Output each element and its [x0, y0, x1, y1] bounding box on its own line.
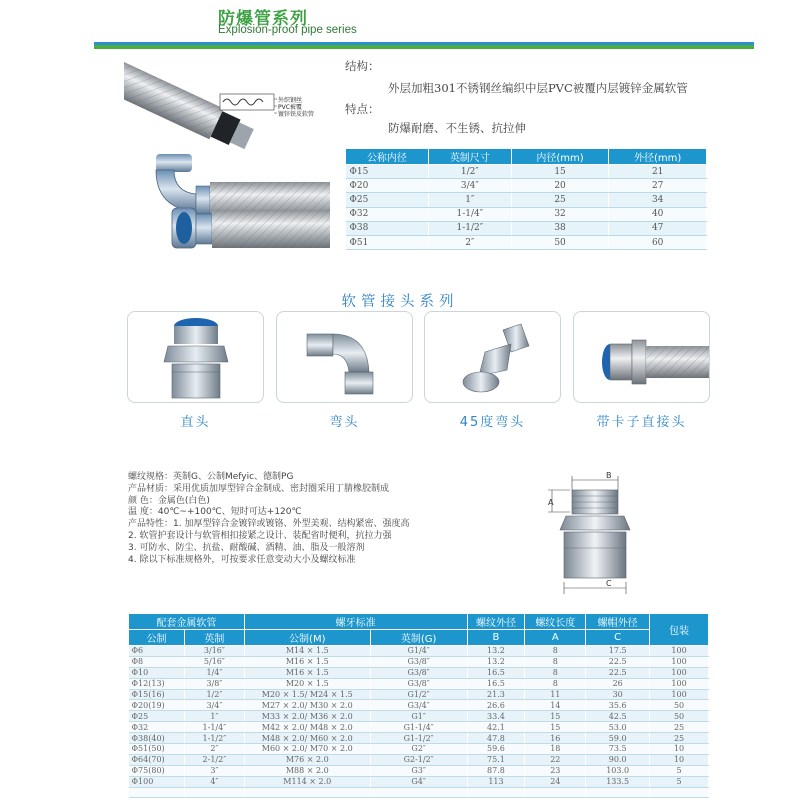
table-cell: 40 — [609, 207, 707, 221]
table-cell: 59.0 — [586, 733, 650, 744]
table-cell: 3/16″ — [184, 646, 244, 657]
table-cell: 38 — [511, 221, 609, 235]
table-cell: 22 — [525, 754, 586, 765]
table-cell: 23 — [525, 765, 586, 776]
table-cell: M16 × 1.5 — [244, 667, 370, 678]
table-cell: G1/4″ — [370, 646, 467, 657]
pipe-spec-table — [345, 148, 707, 250]
table-cell: M14 × 1.5 — [244, 646, 370, 657]
table-cell: 100 — [650, 667, 709, 678]
table-row — [129, 765, 709, 776]
table-cell: 1-1/4″ — [184, 722, 244, 733]
table-cell: 10 — [650, 744, 709, 755]
product-info-line: 温 度：40℃~+100℃、短时可达+120℃ — [128, 507, 302, 518]
table-cell: Φ32 — [129, 722, 185, 733]
table-cell: Φ8 — [129, 656, 185, 667]
table-cell: 113 — [467, 776, 525, 787]
table-row — [129, 678, 709, 689]
table-cell: 42.5 — [586, 711, 650, 722]
table-cell: 3/8″ — [184, 678, 244, 689]
layer-label-braid: 外织钢丝 — [278, 97, 303, 104]
table-row — [129, 656, 709, 667]
table-cell: 53.0 — [586, 722, 650, 733]
table-cell: G3/8″ — [370, 678, 467, 689]
table-row — [129, 700, 709, 711]
table-cell: 60 — [609, 235, 707, 249]
table-cell: 1″ — [184, 711, 244, 722]
table-cell: G1-1/2″ — [370, 733, 467, 744]
table-row — [129, 711, 709, 722]
table-cell: Φ64(70) — [129, 754, 185, 765]
table-cell: 35.6 — [586, 700, 650, 711]
table-cell: 50 — [650, 711, 709, 722]
table-cell — [586, 787, 650, 798]
col-header-imperial-g: 英制(G) — [370, 630, 467, 646]
fitting-label-clamp-straight: 带卡子直接头 — [596, 415, 687, 430]
col-header-imperial: 英制 — [184, 630, 244, 646]
fitting-spec-table — [128, 613, 709, 798]
table-cell: 2″ — [184, 744, 244, 755]
table-row — [129, 776, 709, 787]
table-cell: M48 × 2.0/ M60 × 2.0 — [244, 733, 370, 744]
table-cell: G3/8″ — [370, 667, 467, 678]
table-cell: 17.5 — [586, 646, 650, 657]
dimension-label-b: B — [606, 471, 612, 480]
table-cell: 1-1/4″ — [428, 207, 511, 221]
table-cell: 1/2″ — [184, 689, 244, 700]
product-info-line: 产品材质：采用优质加厚型锌合金制成、密封圈采用丁腈橡胶制成 — [128, 483, 390, 494]
table-cell — [244, 787, 370, 798]
table-cell: 13.2 — [467, 646, 525, 657]
table-cell: 18 — [525, 744, 586, 755]
fitting-photo-clamp-straight — [573, 311, 710, 403]
table-cell — [467, 787, 525, 798]
table-cell: 1-1/2″ — [428, 221, 511, 235]
product-info-line: 3. 可防水、防尘、抗盐、耐酸碱、酒精、油、脂及一般溶剂 — [128, 542, 365, 553]
table-cell: 26.6 — [467, 700, 525, 711]
table-cell: Φ10 — [129, 667, 185, 678]
table-cell: 26 — [586, 678, 650, 689]
table-cell: 10 — [650, 754, 709, 765]
dimension-label-c: C — [606, 579, 612, 588]
product-info-line: 2. 软管护套设计与软管相扣接紧之设计、装配省时便利，抗拉力强 — [128, 530, 392, 541]
features-text: 防爆耐磨、不生锈、抗拉伸 — [388, 121, 526, 135]
table-row — [129, 722, 709, 733]
table-cell: 21.3 — [467, 689, 525, 700]
table-cell: M88 × 2.0 — [244, 765, 370, 776]
table-cell: G3/8″ — [370, 656, 467, 667]
table-row — [129, 787, 709, 798]
table-cell: 34 — [609, 193, 707, 207]
table-cell: G2″ — [370, 744, 467, 755]
table-cell: 3/4″ — [428, 179, 511, 193]
col-header-nut-od: 螺帽外径 — [586, 614, 650, 630]
product-info-line: 产品特性：1. 加厚型锌合金镀锌或镀铬、外型美观、结构紧密、强度高 — [128, 519, 410, 530]
table-cell: Φ38(40) — [129, 733, 185, 744]
table-cell: 22.5 — [586, 667, 650, 678]
table-cell: Φ38 — [346, 221, 429, 235]
table-cell: 50 — [650, 700, 709, 711]
table-cell: G3″ — [370, 765, 467, 776]
layer-label-pvc: PVC被覆 — [278, 104, 302, 111]
table-cell: 5 — [650, 776, 709, 787]
table-cell: Φ32 — [346, 207, 429, 221]
dimension-label-a: A — [548, 498, 554, 507]
table-cell — [370, 787, 467, 798]
table-cell: 27 — [609, 179, 707, 193]
table-row — [346, 165, 707, 179]
table-cell: 50 — [511, 235, 609, 249]
table-cell: 15 — [511, 165, 609, 179]
table-cell: 20 — [511, 179, 609, 193]
table-row — [346, 235, 707, 249]
table-cell: Φ15(16) — [129, 689, 185, 700]
table-cell: 2″ — [428, 235, 511, 249]
table-cell: 8 — [525, 678, 586, 689]
table-row — [129, 689, 709, 700]
table-cell: Φ51 — [346, 235, 429, 249]
table-cell: M42 × 2.0/ M48 × 2.0 — [244, 722, 370, 733]
table-cell: M20 × 1.5/ M24 × 1.5 — [244, 689, 370, 700]
layer-label-inner: 镀锌铁皮软管 — [278, 111, 315, 118]
table-cell: 15 — [525, 711, 586, 722]
table-cell: G1-1/4″ — [370, 722, 467, 733]
table-cell: 16.5 — [467, 678, 525, 689]
table-cell: 30 — [586, 689, 650, 700]
table-cell: 5/16″ — [184, 656, 244, 667]
table-cell: 100 — [650, 656, 709, 667]
table-cell: 8 — [525, 656, 586, 667]
table-row — [129, 646, 709, 657]
table-cell: 59.6 — [467, 744, 525, 755]
table-cell: 13.2 — [467, 656, 525, 667]
table-cell: 25 — [511, 193, 609, 207]
col-header-thread-standard: 螺牙标准 — [244, 614, 467, 630]
spec-header-outer: 外径(mm) — [609, 149, 707, 165]
product-info-line: 4. 除以下标准规格外，可按要求任意变动大小及螺纹标准 — [128, 554, 356, 565]
product-info-block — [128, 472, 409, 566]
table-cell: G4″ — [370, 776, 467, 787]
table-cell: G1″ — [370, 711, 467, 722]
table-cell: M33 × 2.0/ M36 × 2.0 — [244, 711, 370, 722]
fitting-photo-straight — [127, 311, 264, 403]
table-cell: Φ25 — [346, 193, 429, 207]
table-cell: 21 — [609, 165, 707, 179]
fitting-label-45-elbow: 45度弯头 — [459, 415, 526, 430]
table-cell: Φ6 — [129, 646, 185, 657]
table-cell — [184, 787, 244, 798]
header-divider-green — [94, 45, 754, 49]
table-cell: M27 × 2.0/ M30 × 2.0 — [244, 700, 370, 711]
fitting-label-elbow: 弯头 — [329, 415, 360, 430]
table-cell: 1-1/2″ — [184, 733, 244, 744]
table-cell: M76 × 2.0 — [244, 754, 370, 765]
table-cell: 1″ — [428, 193, 511, 207]
table-row — [129, 667, 709, 678]
col-header-thread-length: 螺纹长度 — [525, 614, 586, 630]
features-label: 特点： — [345, 102, 380, 116]
col-header-metric: 公制 — [129, 630, 185, 646]
table-cell: 100 — [650, 689, 709, 700]
table-cell: 1/4″ — [184, 667, 244, 678]
fitting-photo-elbow — [276, 311, 413, 403]
page-subtitle: Explosion-proof pipe series — [218, 24, 357, 36]
table-cell: 100 — [650, 678, 709, 689]
table-cell: M114 × 2.0 — [244, 776, 370, 787]
table-cell: 25 — [650, 722, 709, 733]
table-row — [346, 221, 707, 235]
table-cell: 2-1/2″ — [184, 754, 244, 765]
table-cell: Φ100 — [129, 776, 185, 787]
fitting-label-straight: 直头 — [180, 415, 211, 430]
table-cell: Φ75(80) — [129, 765, 185, 776]
table-cell: 4″ — [184, 776, 244, 787]
col-header-a: A — [525, 630, 586, 646]
table-cell: 11 — [525, 689, 586, 700]
col-header-thread-od: 螺纹外径 — [467, 614, 525, 630]
col-header-metric-m: 公制(M) — [244, 630, 370, 646]
spec-header-nominal: 公称内径 — [346, 149, 429, 165]
table-cell: G3/4″ — [370, 700, 467, 711]
table-cell: 90.0 — [586, 754, 650, 765]
structure-text: 外层加粗301不锈钢丝编织中层PVC被覆内层镀锌金属软管 — [388, 81, 688, 95]
table-cell: 75.1 — [467, 754, 525, 765]
table-cell: M60 × 2.0/ M70 × 2.0 — [244, 744, 370, 755]
table-row — [129, 733, 709, 744]
table-cell — [650, 787, 709, 798]
table-cell: Φ20 — [346, 179, 429, 193]
spec-header-inch: 英制尺寸 — [428, 149, 511, 165]
table-cell: M20 × 1.5 — [244, 678, 370, 689]
table-cell: 33.4 — [467, 711, 525, 722]
table-cell: 16.5 — [467, 667, 525, 678]
table-cell: 133.5 — [586, 776, 650, 787]
spec-header-inner: 内径(mm) — [511, 149, 609, 165]
spec-table-header — [346, 149, 707, 165]
table-cell: 24 — [525, 776, 586, 787]
table-cell — [129, 787, 185, 798]
table-cell: G1/2″ — [370, 689, 467, 700]
table-cell: Φ15 — [346, 165, 429, 179]
table-row — [129, 754, 709, 765]
table-cell: 87.8 — [467, 765, 525, 776]
table-cell — [525, 787, 586, 798]
table-cell: 73.5 — [586, 744, 650, 755]
table-cell: 8 — [525, 646, 586, 657]
table-cell: 3/4″ — [184, 700, 244, 711]
table-cell: 25 — [650, 733, 709, 744]
table-cell: Φ25 — [129, 711, 185, 722]
table-cell: 47 — [609, 221, 707, 235]
fitting-photo-45-elbow — [424, 311, 561, 403]
table-row — [346, 193, 707, 207]
table-cell: Φ12(13) — [129, 678, 185, 689]
col-header-matching-hose: 配套金属软管 — [129, 614, 245, 630]
table-cell: 1/2″ — [428, 165, 511, 179]
table-cell: 3″ — [184, 765, 244, 776]
table-cell: 8 — [525, 667, 586, 678]
table-cell: 14 — [525, 700, 586, 711]
product-info-line: 螺纹规格：英制G、公制Mefyic、德制PG — [128, 472, 294, 482]
table-row — [129, 744, 709, 755]
page-title: 防爆管系列 — [218, 9, 308, 29]
col-header-package: 包装 — [650, 614, 709, 646]
table-cell: 100 — [650, 646, 709, 657]
structure-label: 结构： — [345, 59, 380, 73]
table-cell: G2-1/2″ — [370, 754, 467, 765]
table-row — [346, 207, 707, 221]
table-cell: 22.5 — [586, 656, 650, 667]
table-cell: 32 — [511, 207, 609, 221]
table-cell: 42.1 — [467, 722, 525, 733]
connector-dimension-drawing — [540, 468, 650, 598]
pipe-product-photo — [124, 58, 330, 258]
table-row — [346, 179, 707, 193]
table-cell: Φ20(19) — [129, 700, 185, 711]
table-cell: 5 — [650, 765, 709, 776]
fittings-section-title: 软管接头系列 — [341, 294, 459, 310]
table-cell: 16 — [525, 733, 586, 744]
table-cell: 103.0 — [586, 765, 650, 776]
table-cell: M16 × 1.5 — [244, 656, 370, 667]
table-cell: 47.8 — [467, 733, 525, 744]
table-cell: 15 — [525, 722, 586, 733]
col-header-c: C — [586, 630, 650, 646]
product-info-line: 颜 色：金属色(白色) — [128, 495, 210, 506]
table-cell: Φ51(50) — [129, 744, 185, 755]
col-header-b: B — [467, 630, 525, 646]
